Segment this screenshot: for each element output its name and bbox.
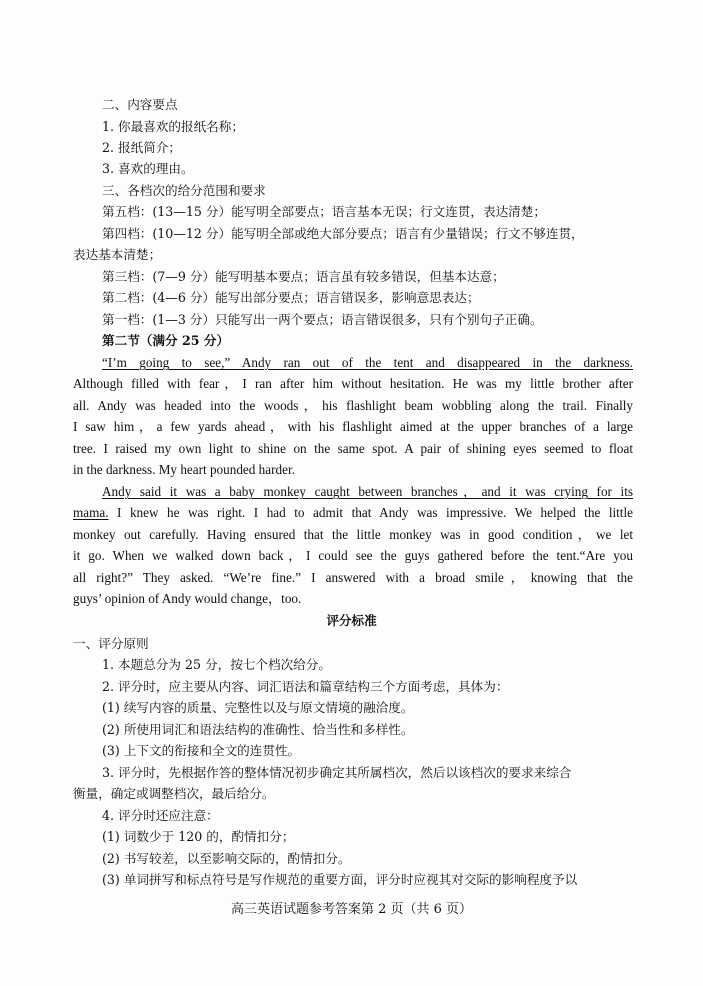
paragraph-1-line-4: I saw him，a few yards ahead，with his flashlight aimed at the upper branches of a large — [73, 419, 633, 434]
paragraph-1-first-sentence: “I’m going to see,” Andy ran out of the tent and disappeared in the darkness. — [102, 355, 633, 370]
tier-3: 第三档：(7—9 分）能写明基本要点；语言虽有较多错误，但基本达意； — [102, 269, 505, 284]
scoring-principles-heading: 一、评分原则 — [73, 636, 149, 651]
scoring-rule-2-3: (3) 上下文的衔接和全文的连贯性。 — [102, 743, 301, 758]
scoring-rule-4: 4. 评分时还应注意： — [102, 808, 219, 823]
paragraph-2-first-sentence-end: mama. — [73, 505, 109, 520]
paragraph-2-line-4: it go. When we walked down back，I could see the guys gathered before the tent.“Are you — [73, 548, 633, 563]
scoring-rule-4-2: (2) 书写较差，以至影响交际的，酌情扣分。 — [102, 851, 351, 866]
paragraph-2-line-6: guys’ opinion of Andy would change，too. — [73, 591, 302, 606]
scoring-rule-3-continued: 衡量，确定或调整档次，最后给分。 — [73, 786, 275, 801]
scoring-rule-2-2: (2) 所使用词汇和语法结构的准确性、恰当性和多样性。 — [102, 722, 414, 737]
scoring-standard-title: 评分标准 — [326, 613, 377, 628]
scoring-rule-4-1: (1) 词数少于 120 的，酌情扣分； — [102, 829, 295, 844]
tier-2: 第二档：(4—6 分）能写出部分要点；语言错误多，影响意思表达； — [102, 290, 480, 305]
paragraph-1-line-1 — [102, 354, 633, 372]
tier-4-continued: 表达基本清楚； — [73, 247, 162, 262]
tier-5: 第五档：(13—15 分）能写明全部要点；语言基本无误；行文连贯，表达清楚； — [102, 204, 546, 219]
page-footer: 高三英语试题参考答案第 2 页（共 6 页） — [230, 902, 473, 917]
content-point-2: 2. 报纸简介； — [102, 140, 181, 155]
scoring-rule-3: 3. 评分时，先根据作答的整体情况初步确定其所属档次，然后以该档次的要求来综合 — [102, 765, 572, 780]
content-points-heading: 二、内容要点 — [102, 97, 178, 112]
scoring-rule-2-1: (1) 续写内容的质量、完整性以及与原文情境的融洽度。 — [102, 700, 414, 715]
paragraph-1-line-6: in the darkness. My heart pounded harder. — [73, 462, 295, 477]
paragraph-1-line-5: tree. I raised my own light to shine on the same spot. A pair of shining eyes seemed to float — [73, 441, 633, 456]
section-2-heading: 第二节（满分 25 分） — [102, 333, 230, 348]
grading-ranges-heading: 三、各档次的给分范围和要求 — [102, 183, 266, 198]
paragraph-1-line-3: all. Andy was headed into the woods，his flashlight beam wobbling along the trail. Finally — [73, 398, 633, 413]
tier-4: 第四档：(10—12 分）能写明全部或绝大部分要点；语言有少量错误；行文不够连贯， — [102, 226, 584, 241]
paragraph-2-line-3: monkey out carefully. Having ensured that the little monkey was in good condition，we let — [73, 527, 633, 542]
scoring-rule-1: 1. 本题总分为 25 分，按七个档次给分。 — [102, 657, 331, 672]
paragraph-2-line-5: all right?” They asked. “We’re fine.” I answered with a broad smile，knowing that the — [73, 570, 633, 585]
content-point-3: 3. 喜欢的理由。 — [102, 161, 194, 176]
paragraph-2-first-sentence: Andy said it was a baby monkey caught between branches，and it was crying for its — [102, 484, 633, 499]
scoring-rule-4-3: (3) 单词拼写和标点符号是写作规范的重要方面，评分时应视其对交际的影响程度予以 — [102, 872, 578, 887]
paragraph-2-line-2-rest: I knew he was right. I had to admit that Andy was impressive. We helped the little — [108, 505, 633, 520]
paragraph-2-line-2 — [73, 504, 633, 522]
scoring-rule-2: 2. 评分时，应主要从内容、词汇语法和篇章结构三个方面考虑，具体为： — [102, 679, 509, 694]
content-point-1: 1. 你最喜欢的报纸名称； — [102, 119, 244, 134]
tier-1: 第一档：(1—3 分）只能写出一两个要点；语言错误很多，只有个别句子正确。 — [102, 312, 543, 327]
paragraph-2-line-1 — [102, 483, 633, 501]
paragraph-1-line-2: Although filled with fear，I ran after him without hesitation. He was my little brother after — [73, 376, 633, 391]
